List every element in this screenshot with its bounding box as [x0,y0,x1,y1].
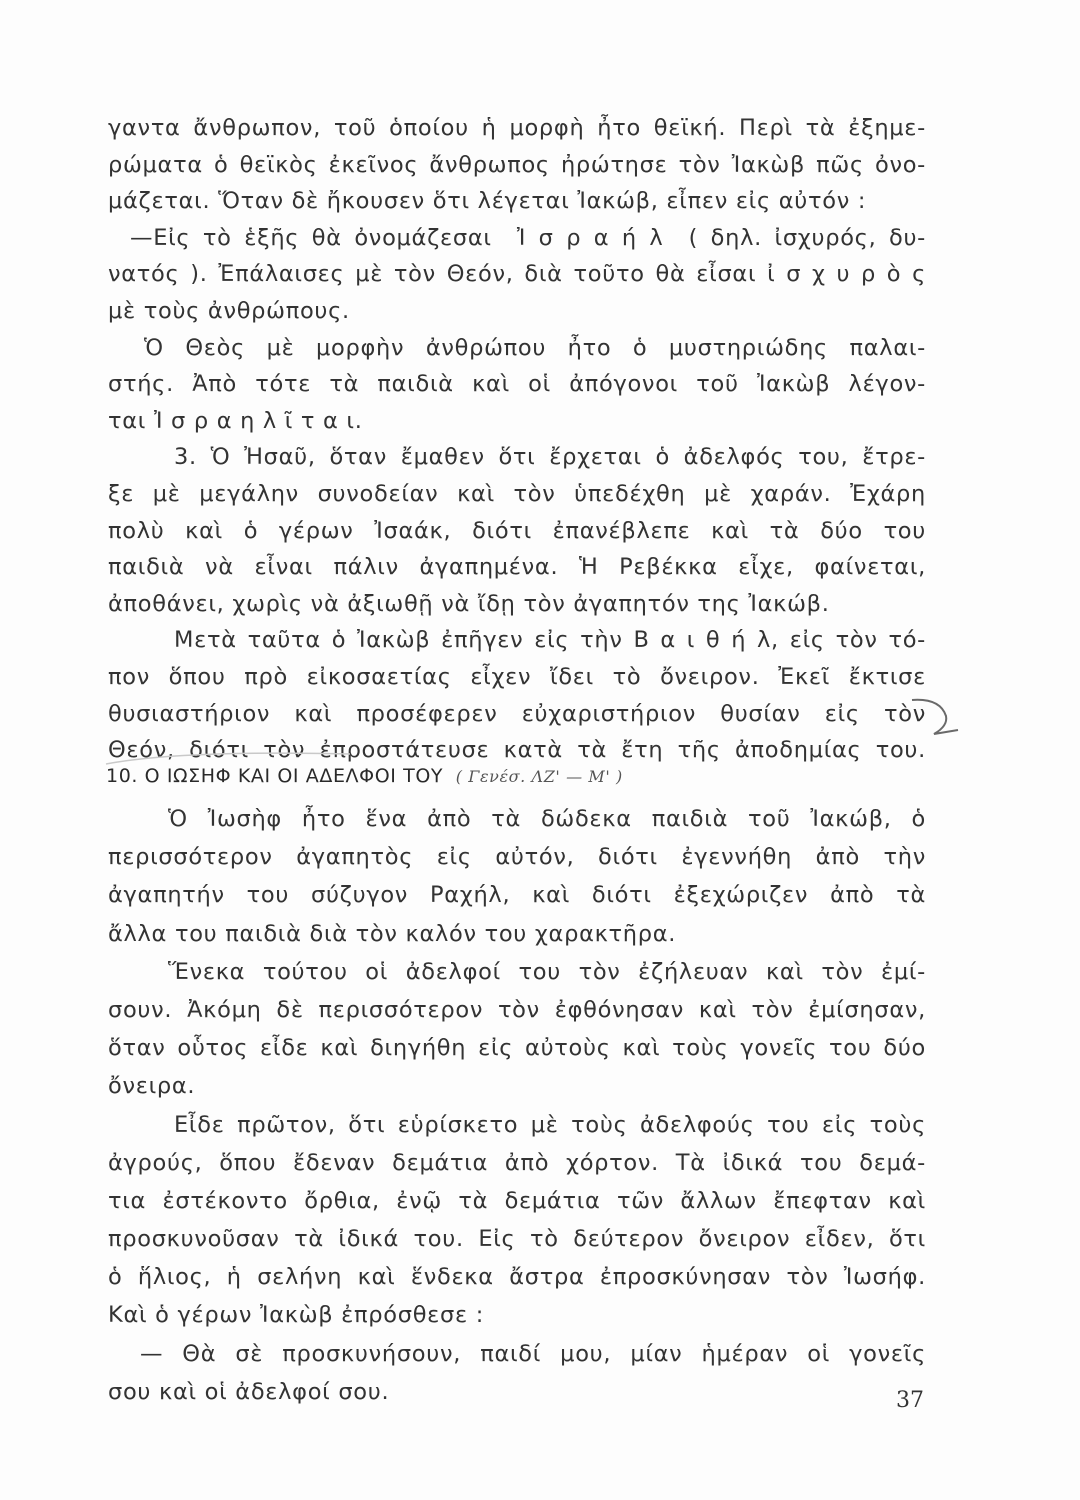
page-number: 37 [896,1388,924,1413]
text-line: ἀγρούς, ὅπου ἔδεναν δεμάτια ἀπὸ χόρτον. Τὰ ἰδικά του δεμά- [108,1149,926,1176]
text-line: θυσιαστήριον καὶ προσέφερεν εὐχαριστήριον θυσίαν εἰς τὸν [108,700,926,727]
text-line: Καὶ ὁ γέρων Ἰακὼβ ἐπρόσθεσε : [108,1302,484,1329]
text-line: παιδιὰ νὰ εἶναι πάλιν ἀγαπημένα. Ἡ Ρεβέκκα εἶχε, φαίνεται, [108,554,926,581]
text-line: 3. Ὁ Ἠσαῦ, ὅταν ἔμαθεν ὅτι ἔρχεται ὁ ἀδελφός του, ἔτρε- [174,444,926,471]
bottom-text-block [108,800,926,1411]
text-line: τια ἐστέκοντο ὄρθια, ἐνῷ τὰ δεμάτια τῶν ἄλλων ἔπεφταν καὶ [108,1187,926,1214]
end-bracket-mark [906,690,966,740]
text-line: Θεόν, διότι τὸν ἐπροστάτευσε κατὰ τὰ ἔτη τῆς ἀποδημίας του. [108,737,926,764]
text-line: — Θὰ σὲ προσκυνήσουν, παιδί μου, μίαν ἡμέραν οἱ γονεῖς [140,1340,926,1367]
text-line: μάζεται. Ὅταν δὲ ἤκουσεν ὅτι λέγεται Ἰακώβ, εἶπεν εἰς αὐτόν : [108,188,867,215]
text-line: ὅταν οὗτος εἶδε καὶ διηγήθη εἰς αὐτοὺς καὶ τοὺς γονεῖς του δύο [108,1035,926,1062]
text-line: Ὁ Θεὸς μὲ μορφὴν ἀνθρώπου ἦτο ὁ μυστηριώδης παλαι- [144,334,926,361]
text-line: ται Ἰ σ ρ α η λ ῖ τ α ι. [108,407,363,434]
text-line: ὄνειρα. [108,1073,196,1100]
text-line: —Εἰς τὸ ἑξῆς θὰ ὀνομάζεσαι Ἰ σ ρ α ή λ ( δηλ. ἰσχυρός, δυ- [130,224,926,251]
section-heading [106,761,623,791]
text-line: σουν. Ἀκόμη δὲ περισσότερον τὸν ἐφθόνησαν καὶ τὸν ἐμίσησαν, [108,996,926,1023]
text-line: ἀποθάνει, χωρὶς νὰ ἀξιωθῇ νὰ ἴδῃ τὸν ἀγαπητόν της Ἰακώβ. [108,590,830,617]
section-title: 10. Ο ΙΩΣΗΦ ΚΑΙ ΟΙ ΑΔΕΛΦΟΙ ΤΟΥ [106,765,444,787]
text-line: Ἕνεκα τούτου οἱ ἀδελφοί του τὸν ἐζήλευαν καὶ τὸν ἐμί- [168,958,926,985]
text-line: ὁ ἥλιος, ἡ σελήνη καὶ ἕνδεκα ἄστρα ἐπροσκύνησαν τὸν Ἰωσήφ. [108,1264,926,1291]
text-line: πον ὅπου πρὸ εἰκοσαετίας εἶχεν ἴδει τὸ ὄνειρον. Ἐκεῖ ἔκτισε [108,663,926,690]
text-line: Ὁ Ἰωσὴφ ἦτο ἕνα ἀπὸ τὰ δώδεκα παιδιὰ τοῦ Ἰακώβ, ὁ [168,806,926,832]
text-line: γαντα ἄνθρωπον, τοῦ ὁποίου ἡ μορφὴ ἦτο θεϊκή. Περὶ τὰ ἐξημε- [108,115,926,141]
section-source: ( Γενέσ. ΛΖ' — Μ' ) [455,767,623,786]
top-text-block [108,110,926,769]
text-line: περισσότερον ἀγαπητὸς εἰς αὐτόν, διότι ἐγεννήθη ἀπὸ τὴν [108,844,926,871]
text-line: στής. Ἀπὸ τότε τὰ παιδιὰ καὶ οἱ ἀπόγονοι τοῦ Ἰακὼβ λέγον- [108,371,926,398]
text-line: Μετὰ ταῦτα ὁ Ἰακὼβ ἐπῆγεν εἰς τὴν Β α ι θ ή λ, εἰς τὸν τό- [174,627,926,654]
text-line: ξε μὲ μεγάλην συνοδείαν καὶ τὸν ὑπεδέχθη μὲ χαράν. Ἐχάρη [108,480,926,507]
text-line: ἀγαπητήν του σύζυγον Ραχήλ, καὶ διότι ἐξεχώριζεν ἀπὸ τὰ [108,882,926,909]
text-line: πολὺ καὶ ὁ γέρων Ἰσαάκ, διότι ἐπανέβλεπε καὶ τὰ δύο του [108,517,926,544]
text-line: νατός ). Ἐπάλαισες μὲ τὸν Θεόν, διὰ τοῦτο θὰ εἶσαι ἰ σ χ υ ρ ὸ ς [108,261,926,288]
text-line: μὲ τοὺς ἀνθρώπους. [108,297,350,324]
text-line: ρώματα ὁ θεϊκὸς ἐκεῖνος ἄνθρωπος ἠρώτησε τὸν Ἰακὼβ πῶς ὀνο- [108,151,926,178]
text-line: σου καὶ οἱ ἀδελφοί σου. [108,1378,390,1405]
text-line: προσκυνοῦσαν τὰ ἰδικά του. Εἰς τὸ δεύτερον ὄνειρον εἶδεν, ὅτι [108,1226,926,1253]
text-line: ἄλλα του παιδιὰ διὰ τὸν καλόν του χαρακτῆρα. [108,920,677,947]
text-line: Εἶδε πρῶτον, ὅτι εὑρίσκετο μὲ τοὺς ἀδελφούς του εἰς τοὺς [174,1111,926,1138]
